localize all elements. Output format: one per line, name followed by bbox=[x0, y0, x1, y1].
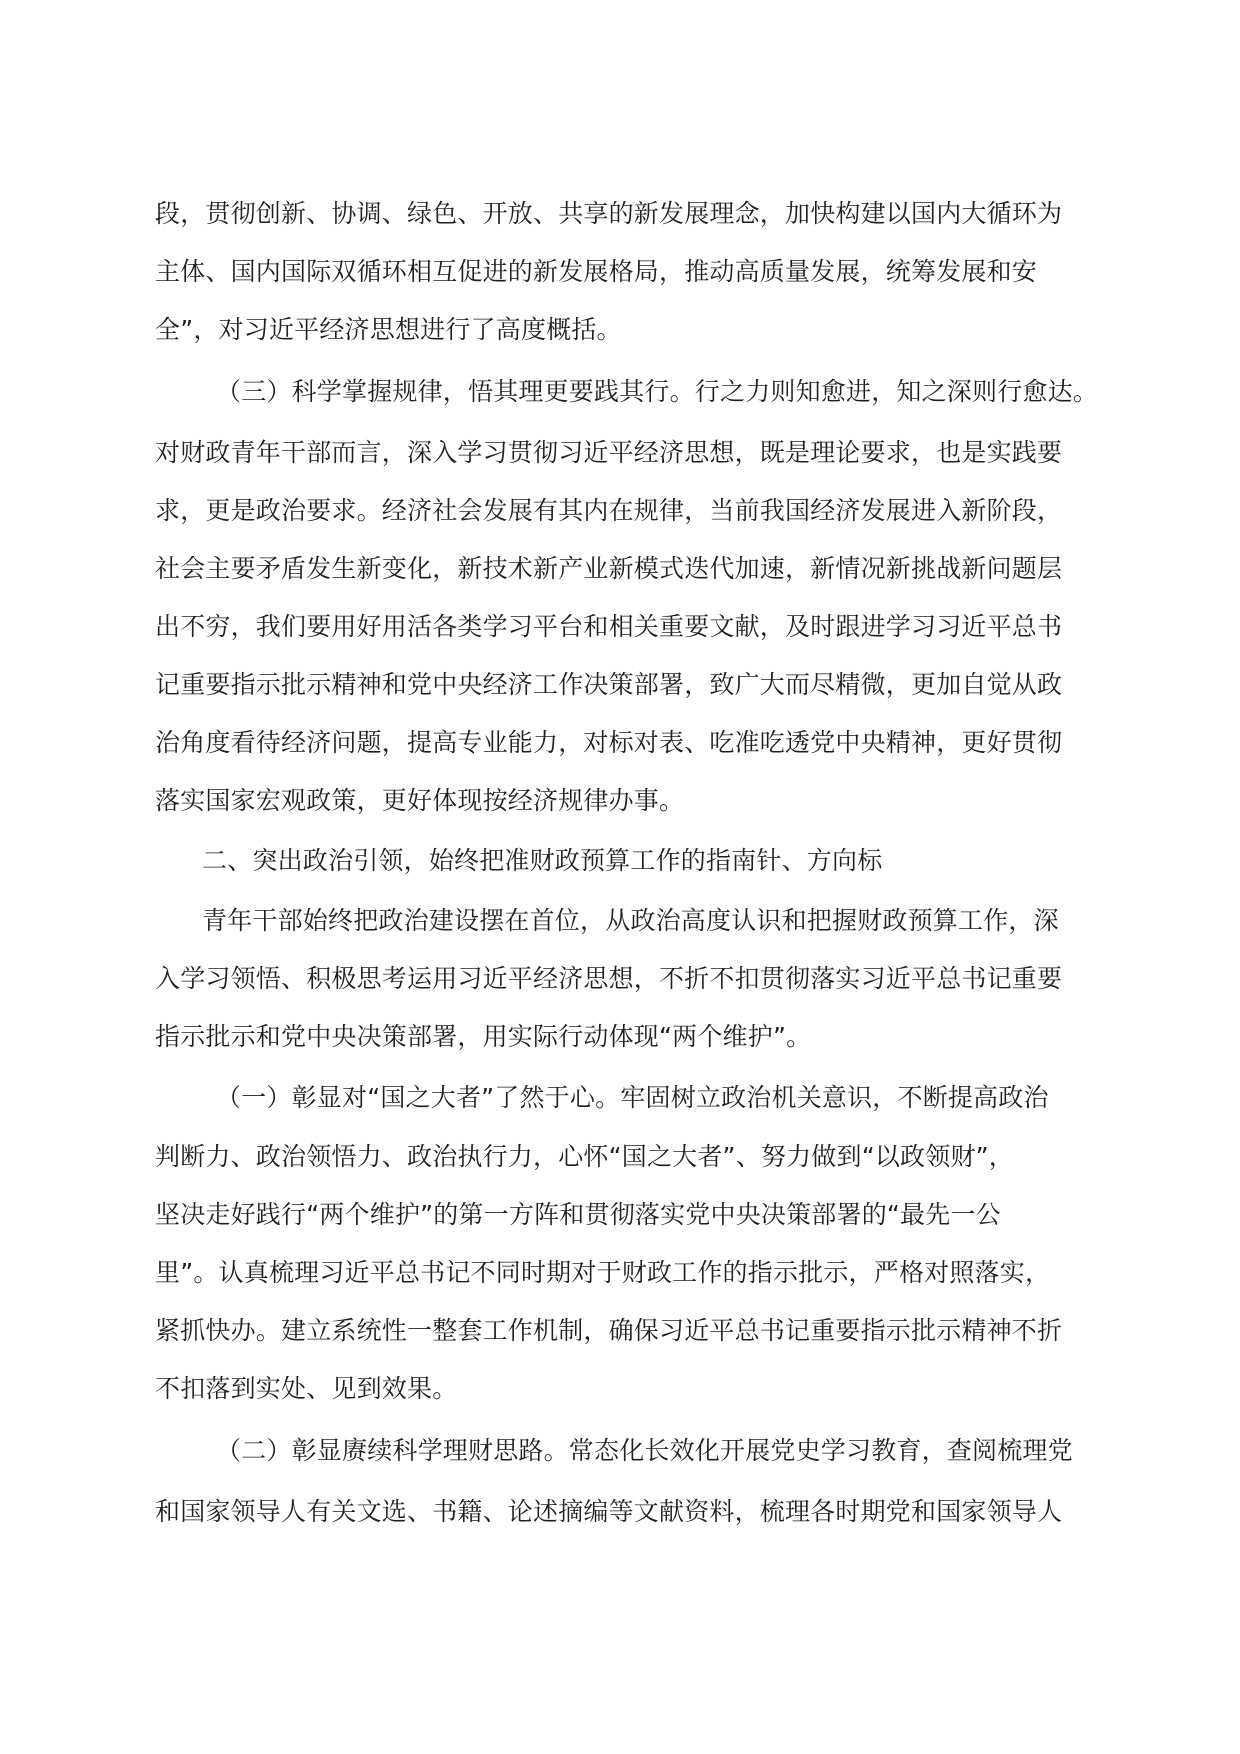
text-line-11: 落实国家宏观政策，更好体现按经济规律办事。 bbox=[155, 786, 685, 815]
text-line-23: 和国家领导人有关文选、书籍、论述摘编等文献资料，梳理各时期党和国家领导人 bbox=[155, 1497, 1063, 1526]
text-line-13: 青年干部始终把政治建设摆在首位，从政治高度认识和把握财政预算工作，深 bbox=[202, 906, 1059, 935]
text-line-6: 求，更是政治要求。经济社会发展有其内在规律，当前我国经济发展进入新阶段， bbox=[155, 496, 1063, 525]
text-line-16: （一）彰显对“国之大者”了然于心。牢固树立政治机关意识，不断提高政治 bbox=[216, 1083, 1049, 1112]
text-line-3: 全”，对习近平经济思想进行了高度概括。 bbox=[155, 315, 622, 344]
text-line-9: 记重要指示批示精神和党中央经济工作决策部署，致广大而尽精微，更加自觉从政 bbox=[155, 670, 1063, 699]
text-line-17: 判断力、政治领悟力、政治执行力，心怀“国之大者”、努力做到“以政领财”， bbox=[155, 1142, 1015, 1171]
text-line-19: 里”。认真梳理习近平总书记不同时期对于财政工作的指示批示，严格对照落实， bbox=[155, 1258, 1051, 1287]
text-line-18: 坚决走好践行“两个维护”的第一方阵和贯彻落实党中央决策部署的“最先一公 bbox=[155, 1200, 1001, 1229]
text-line-22: （二）彰显赓续科学理财思路。常态化长效化开展党史学习教育，查阅梳理党 bbox=[216, 1436, 1073, 1465]
text-line-10: 治角度看待经济问题，提高专业能力，对标对表、吃准吃透党中央精神，更好贯彻 bbox=[155, 728, 1063, 757]
text-line-14: 入学习领悟、积极思考运用习近平经济思想，不折不扣贯彻落实习近平总书记重要 bbox=[155, 964, 1063, 993]
text-line-2: 主体、国内国际双循环相互促进的新发展格局，推动高质量发展，统筹发展和安 bbox=[155, 257, 1038, 286]
text-line-7: 社会主要矛盾发生新变化，新技术新产业新模式迭代加速，新情况新挑战新问题层 bbox=[155, 554, 1063, 583]
text-line-15: 指示批示和党中央决策部署，用实际行动体现“两个维护”。 bbox=[155, 1022, 812, 1051]
text-line-20: 紧抓快办。建立系统性一整套工作机制，确保习近平总书记重要指示批示精神不折 bbox=[155, 1316, 1063, 1345]
text-line-8: 出不穷，我们要用好用活各类学习平台和相关重要文献，及时跟进学习习近平总书 bbox=[155, 612, 1063, 641]
text-line-5: 对财政青年干部而言，深入学习贯彻习近平经济思想，既是理论要求，也是实践要 bbox=[155, 438, 1063, 467]
text-line-21: 不扣落到实处、见到效果。 bbox=[155, 1374, 458, 1403]
text-line-4: （三）科学掌握规律，悟其理更要践其行。行之力则知愈进，知之深则行愈达。 bbox=[216, 377, 1099, 406]
section-heading-2: 二、突出政治引领，始终把准财政预算工作的指南针、方向标 bbox=[202, 846, 883, 875]
text-line-1: 段，贯彻创新、协调、绿色、开放、共享的新发展理念，加快构建以国内大循环为 bbox=[155, 199, 1063, 228]
